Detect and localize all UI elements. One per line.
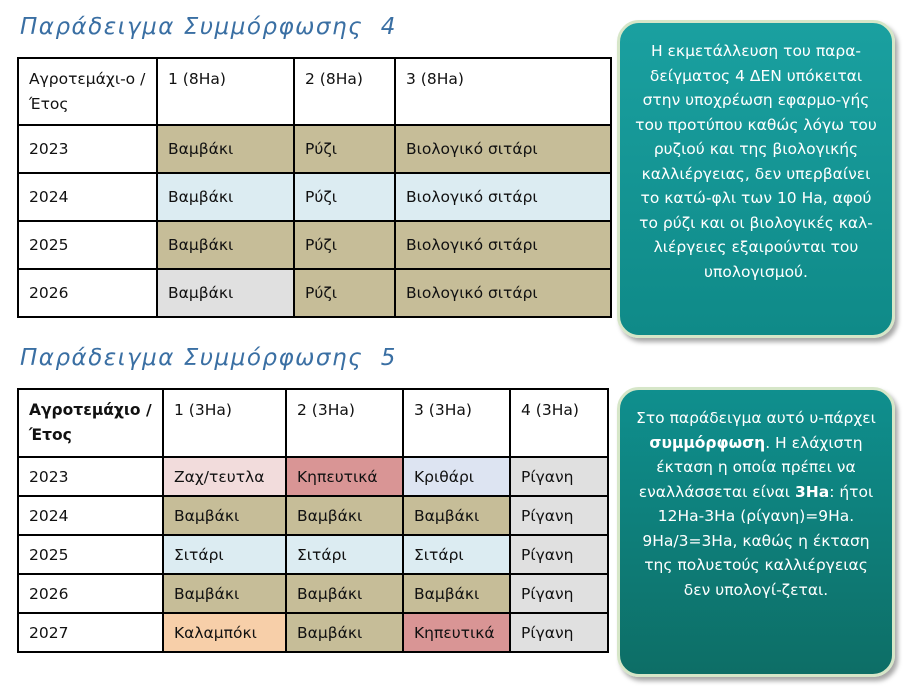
crop-cell: Καλαμπόκι xyxy=(163,613,286,652)
crop-cell: Βαμβάκι xyxy=(157,173,294,221)
crop-cell: Σιτάρι xyxy=(163,535,286,574)
crop-cell: Ρύζι xyxy=(294,221,395,269)
table-row xyxy=(18,496,608,535)
callout-example-5 xyxy=(617,387,895,677)
table-row xyxy=(18,613,608,652)
crop-cell: Βαμβάκι xyxy=(163,496,286,535)
table-row xyxy=(18,269,611,317)
crop-cell: Ζαχ/τευτλα xyxy=(163,457,286,496)
year-cell: 2023 xyxy=(18,125,157,173)
callout-example-4: Η εκμετάλλευση του παρα-δείγματος 4 ΔΕΝ υπόκειται στην υποχρέωση εφαρμο-γής του προτύπου καθώς λόγω του ρυζιού και της βιολογικής καλλιέργειας, δεν υπερβαίνει το κατώ-φλι των 10 Ha, αφού το ρύζι και οι βιολογικές καλ-λιέργειες εξαιρούνται του υπολογισμού. xyxy=(617,20,895,338)
crop-cell: Βαμβάκι xyxy=(157,125,294,173)
crop-cell: Βαμβάκι xyxy=(163,574,286,613)
year-cell: 2025 xyxy=(18,221,157,269)
crop-cell: Βαμβάκι xyxy=(157,269,294,317)
crop-cell: Κριθάρι xyxy=(403,457,510,496)
year-cell: 2023 xyxy=(18,457,163,496)
header-cell: 2 (3Ha) xyxy=(286,389,403,457)
crop-cell: Ρύζι xyxy=(294,125,395,173)
crop-cell: Ρύζι xyxy=(294,269,395,317)
table-row xyxy=(18,535,608,574)
crop-cell: Σιτάρι xyxy=(403,535,510,574)
header-cell: 3 (8Ha) xyxy=(395,58,611,125)
header-cell: Αγροτεμάχι-ο / Έτος xyxy=(18,58,157,125)
crop-cell: Ρίγανη xyxy=(510,457,608,496)
crop-cell: Βαμβάκι xyxy=(403,574,510,613)
crop-cell: Κηπευτικά xyxy=(286,457,403,496)
year-cell: 2024 xyxy=(18,496,163,535)
year-cell: 2025 xyxy=(18,535,163,574)
callout-text: . Η ελάχιστη έκταση η οποία πρέπει να εναλλάσσεται είναι xyxy=(638,433,863,501)
crop-cell: Βαμβάκι xyxy=(403,496,510,535)
callout-text: Στο παράδειγμα αυτό υ-πάρχει xyxy=(636,409,876,427)
table-row xyxy=(18,457,608,496)
year-cell: 2027 xyxy=(18,613,163,652)
crop-cell: Βιολογικό σιτάρι xyxy=(395,269,611,317)
section2-title: Παράδειγμα Συμμόρφωσης 5 xyxy=(20,345,397,371)
header-cell: 2 (8Ha) xyxy=(294,58,395,125)
crop-cell: Βαμβάκι xyxy=(286,613,403,652)
crop-cell: Βιολογικό σιτάρι xyxy=(395,173,611,221)
table-row xyxy=(18,221,611,269)
table-row xyxy=(18,125,611,173)
header-cell: Αγροτεμάχιο / Έτος xyxy=(18,389,163,457)
header-cell: 4 (3Ha) xyxy=(510,389,608,457)
table-row xyxy=(18,173,611,221)
crop-cell: Ρίγανη xyxy=(510,613,608,652)
crop-cell: Βαμβάκι xyxy=(286,496,403,535)
crop-cell: Ρίγανη xyxy=(510,535,608,574)
compliance-table-4 xyxy=(17,57,612,318)
callout-emphasis: συμμόρφωση xyxy=(649,433,766,452)
header-cell: 3 (3Ha) xyxy=(403,389,510,457)
crop-cell: Βιολογικό σιτάρι xyxy=(395,125,611,173)
year-cell: 2026 xyxy=(18,574,163,613)
compliance-table-5 xyxy=(17,388,609,653)
crop-cell: Κηπευτικά xyxy=(403,613,510,652)
callout-emphasis: 3Ha xyxy=(794,482,830,501)
crop-cell: Βαμβάκι xyxy=(286,574,403,613)
header-cell: 1 (8Ha) xyxy=(157,58,294,125)
year-cell: 2024 xyxy=(18,173,157,221)
crop-cell: Ρύζι xyxy=(294,173,395,221)
year-cell: 2026 xyxy=(18,269,157,317)
crop-cell: Σιτάρι xyxy=(286,535,403,574)
table-row xyxy=(18,574,608,613)
section1-title: Παράδειγμα Συμμόρφωσης 4 xyxy=(20,14,397,40)
header-cell: 1 (3Ha) xyxy=(163,389,286,457)
callout-text: : ήτοι 12Ha-3Ha (ρίγανη)=9Ha. 9Ha/3=3Ha, καθώς η έκταση της πολυετούς καλλιέργειας δεν υπολογί-ζεται. xyxy=(642,482,874,599)
crop-cell: Βαμβάκι xyxy=(157,221,294,269)
crop-cell: Βιολογικό σιτάρι xyxy=(395,221,611,269)
crop-cell: Ρίγανη xyxy=(510,574,608,613)
crop-cell: Ρίγανη xyxy=(510,496,608,535)
